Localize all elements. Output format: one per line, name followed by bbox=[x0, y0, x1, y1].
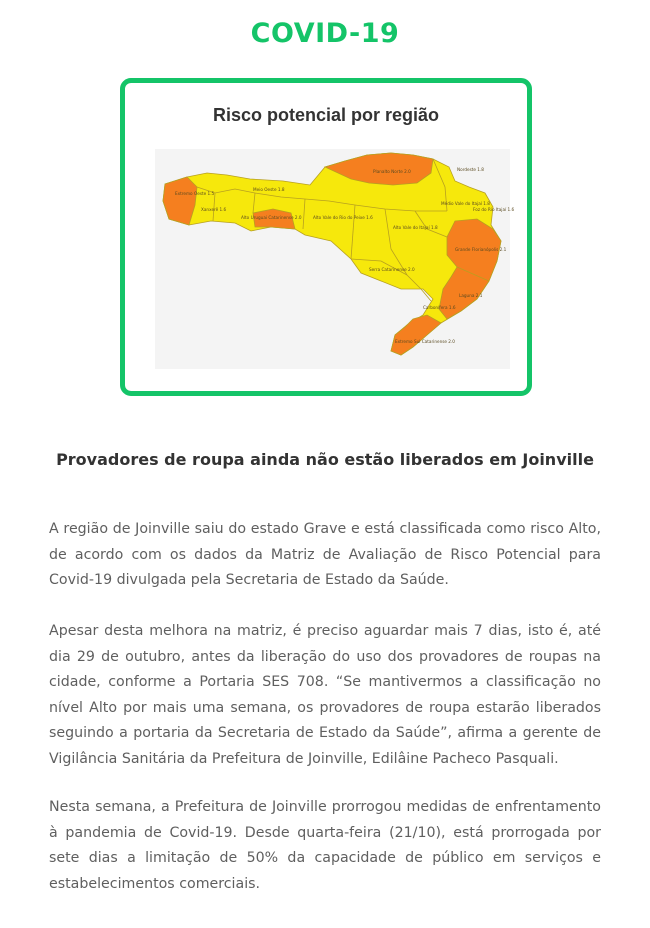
label-planalto-norte: Planalto Norte 2.0 bbox=[373, 169, 411, 174]
map-title: Risco potencial por região bbox=[212, 105, 440, 125]
page-title: COVID-19 bbox=[250, 18, 400, 49]
label-foz-rio-itajai: Foz do Rio Itajaí 1.6 bbox=[473, 207, 515, 212]
article-headline: Provadores de roupa ainda não estão liberados em Joinville bbox=[56, 450, 594, 469]
article-paragraph: Apesar desta melhora na matriz, é preciso aguardar mais 7 dias, isto é, até dia 29 de outubro, antes da liberação do uso dos provadores de roupas na cidade, conforme a Portaria SES 708. “Se mantivermos a classificação no nível Alto por mais uma semana, os provadores de roupa estarão liberados seguindo a portaria da Secretaria de Estado da Saúde”, afirma a gerente de Vigilância Sanitária da Prefeitura de Joinville, Edilâine Pacheco Pasquali. bbox=[49, 623, 601, 767]
label-extremo-oeste: Extremo Oeste 1.5 bbox=[175, 191, 215, 196]
label-laguna: Laguna 2.1 bbox=[459, 293, 483, 298]
label-grande-florianopolis: Grande Florianópolis 2.1 bbox=[455, 247, 507, 252]
label-meio-oeste: Meio Oeste 1.8 bbox=[253, 187, 285, 192]
article-paragraph: Nesta semana, a Prefeitura de Joinville prorrogou medidas de enfrentamento à pandemia de Covid-19. Desde quarta-feira (21/10), está prorrogada por sete dias a limitação de 50% da capacidade de público em serviços e estabelecimentos comerciais. bbox=[49, 799, 601, 892]
label-carbonifera: Carbonífera 1.6 bbox=[423, 305, 456, 310]
label-alto-uruguai: Alto Uruguai Catarinense 2.0 bbox=[241, 215, 302, 220]
label-nordeste: Nordeste 1.8 bbox=[457, 167, 484, 172]
label-xanxere: Xanxerê 1.6 bbox=[201, 207, 227, 212]
risk-map-card bbox=[120, 78, 532, 396]
label-alto-vale-itajai: Alto Vale do Itajaí 1.8 bbox=[393, 225, 438, 230]
label-medio-vale-itajai: Médio Vale do Itajaí 1.8 bbox=[441, 201, 490, 206]
article-paragraph: A região de Joinville saiu do estado Grave e está classificada como risco Alto, de acordo com os dados da Matriz de Avaliação de Risco Potencial para Covid-19 divulgada pela Secretaria de Estado da Saúde. bbox=[49, 521, 601, 588]
label-alto-vale-rio-peixe: Alto Vale do Rio do Peixe 1.6 bbox=[313, 215, 373, 220]
risk-map bbox=[155, 149, 515, 369]
label-serra-catarinense: Serra Catarinense 2.0 bbox=[369, 267, 415, 272]
label-extremo-sul: Extremo Sul Catarinense 2.0 bbox=[395, 339, 455, 344]
